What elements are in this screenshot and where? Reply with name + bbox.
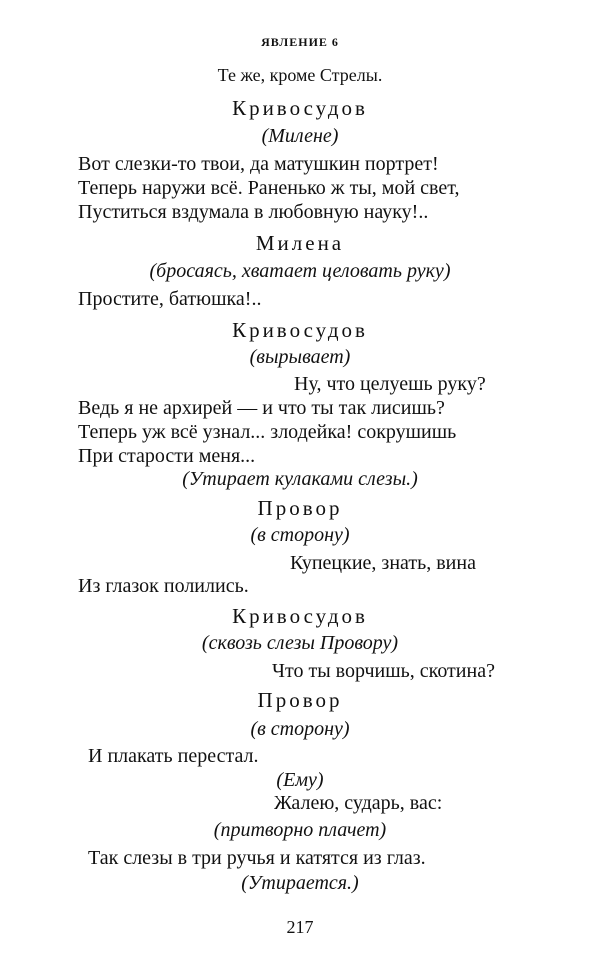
- verse-line: Ну, что целуешь руку?: [294, 373, 486, 395]
- stage-direction: (в сторону): [250, 718, 350, 740]
- stage-direction: (в сторону): [250, 524, 350, 546]
- stage-direction: (притворно плачет): [213, 819, 387, 841]
- verse-line: Теперь уж всё узнал... злодейка! сокрушишь: [78, 421, 457, 443]
- verse-line: При старости меня...: [78, 445, 256, 467]
- speaker-name: Милена: [255, 231, 345, 255]
- verse-line: Купецкие, знать, вина: [290, 552, 476, 574]
- stage-direction: (Милене): [261, 125, 339, 147]
- verse-line: Вот слезки-то твои, да матушкин портрет!: [78, 153, 439, 175]
- scene-heading: ЯВЛЕНИЕ 6: [261, 35, 339, 49]
- verse-line: Пуститься вздумала в любовную науку!..: [78, 201, 429, 223]
- cast-note: Те же, кроме Стрелы.: [217, 65, 383, 85]
- speaker-name: Кривосудов: [232, 604, 368, 628]
- verse-line: Теперь наружи всё. Раненько ж ты, мой свет,: [78, 177, 460, 199]
- verse-line: Так слезы в три ручья и катятся из глаз.: [88, 847, 426, 869]
- stage-direction: (Утирает кулаками слезы.): [182, 468, 418, 490]
- page-number: 217: [286, 917, 314, 937]
- stage-direction: (Ему): [276, 769, 324, 791]
- verse-line: Что ты ворчишь, скотина?: [272, 660, 495, 682]
- speaker-name: Кривосудов: [232, 318, 368, 342]
- speaker-name: Провор: [257, 496, 343, 520]
- verse-line: И плакать перестал.: [88, 745, 259, 767]
- speaker-name: Кривосудов: [232, 96, 368, 120]
- stage-direction: (бросаясь, хватает целовать руку): [149, 260, 451, 282]
- verse-line: Жалею, сударь, вас:: [274, 792, 443, 814]
- verse-line: Простите, батюшка!..: [78, 288, 262, 310]
- stage-direction: (сквозь слезы Провору): [201, 632, 399, 654]
- verse-line: Из глазок полились.: [78, 575, 249, 597]
- stage-direction: (Утирается.): [241, 872, 359, 894]
- speaker-name: Провор: [257, 688, 343, 712]
- stage-direction: (вырывает): [249, 346, 351, 368]
- verse-line: Ведь я не архирей — и что ты так лисишь?: [78, 397, 445, 419]
